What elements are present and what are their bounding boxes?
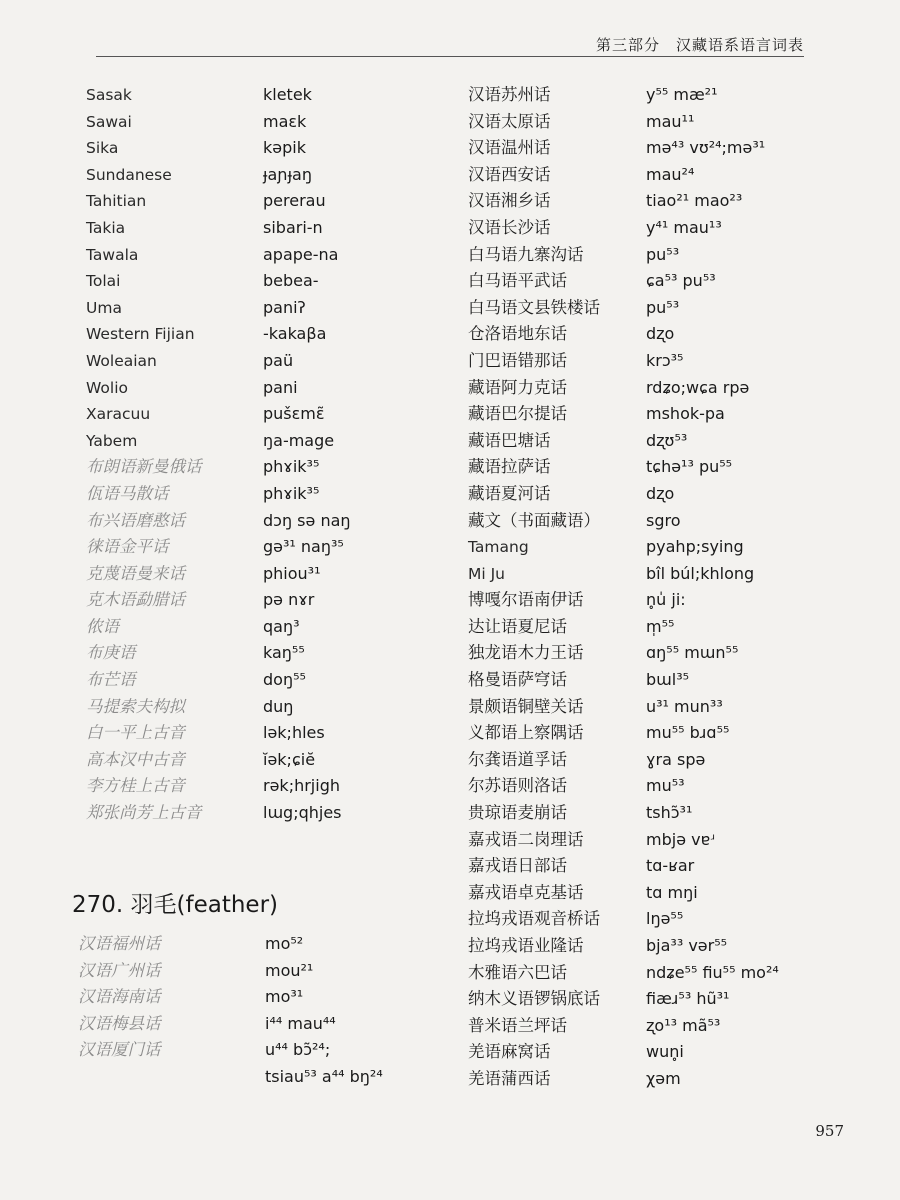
entry-row: [78, 1037, 383, 1064]
language-name: 布朗语新曼俄话: [86, 457, 202, 477]
word-form: phiou³¹: [263, 563, 321, 583]
word-form: apape-na: [263, 244, 339, 264]
word-form: mau²⁴: [646, 164, 695, 184]
entry-row: [86, 800, 351, 827]
entry-row: [468, 667, 779, 694]
word-form: pererau: [263, 191, 326, 211]
language-name: 嘉戎语卓克基话: [468, 882, 584, 902]
language-name: Uma: [86, 298, 122, 317]
left-column: [86, 82, 351, 827]
entry-row: [468, 1066, 779, 1093]
word-form: ŋa-mage: [263, 430, 335, 450]
entry-row: [468, 1039, 779, 1066]
language-name: 白马语九寨沟话: [468, 244, 584, 264]
entry-row: [468, 295, 779, 322]
entry-row: [86, 348, 351, 375]
language-name: 布庚语: [86, 643, 136, 663]
word-form: m̩⁵⁵: [646, 616, 675, 636]
language-name: 汉语温州话: [468, 138, 551, 158]
entry-row: [86, 454, 351, 481]
language-name: 嘉戎语二岗理话: [468, 829, 584, 849]
language-name: Mi Ju: [468, 564, 506, 583]
entry-row: [468, 986, 779, 1013]
entry-row: [78, 1011, 383, 1038]
entry-row: [86, 321, 351, 348]
continuation-line: tsiau⁵³ a⁴⁴ bŋ²⁴: [265, 1066, 383, 1086]
entry-row: [468, 508, 779, 535]
language-name: 李方桂上古音: [86, 776, 185, 796]
word-form: y⁵⁵ mæ²¹: [646, 85, 718, 104]
language-name: Sasak: [86, 86, 132, 104]
entry-row: [468, 800, 779, 827]
word-form: bɯl³⁵: [646, 670, 690, 690]
word-form: kaŋ⁵⁵: [263, 643, 305, 663]
language-name: 藏语巴塘话: [468, 430, 551, 450]
entry-row: [468, 215, 779, 242]
entry-row: [468, 82, 779, 109]
language-name: Tawala: [86, 245, 139, 264]
word-form: pušɛmɛ̃: [263, 404, 325, 424]
entry-row: [86, 188, 351, 215]
language-name: 白一平上古音: [86, 723, 185, 743]
word-form: tɕhə¹³ pu⁵⁵: [646, 457, 733, 477]
word-form: pyahp;sying: [646, 537, 744, 557]
word-form: mshok-pa: [646, 404, 725, 424]
word-form: tshɔ̃³¹: [646, 803, 693, 823]
entry-row: [86, 428, 351, 455]
entry-row: [468, 853, 779, 880]
language-name: Western Fijian: [86, 325, 195, 344]
entry-row: [86, 747, 351, 774]
word-form: qaŋ³: [263, 616, 300, 636]
language-name: 汉语海南话: [78, 987, 161, 1007]
word-form: u³¹ mun³³: [646, 696, 723, 716]
entry-row: [468, 561, 779, 588]
entry-row: [468, 773, 779, 800]
word-form: dʐo: [646, 324, 675, 344]
language-name: 博嘎尔语南伊话: [468, 590, 584, 610]
language-name: 拉坞戎语业隆话: [468, 936, 584, 955]
entry-row: [468, 162, 779, 189]
language-name: 汉语福州话: [78, 934, 161, 953]
word-form: pani: [263, 377, 298, 397]
entry-row: [468, 720, 779, 747]
header-rule: [96, 56, 804, 57]
entry-row: [468, 640, 779, 667]
language-name: Takia: [86, 218, 126, 237]
language-name: Tamang: [468, 538, 529, 557]
entry-row: [468, 268, 779, 295]
entry-row: [468, 348, 779, 375]
entry-row: [78, 984, 383, 1011]
entry-row: [86, 375, 351, 402]
word-form: rdʑo;wɕa rpə: [646, 377, 750, 397]
entry-row: [468, 375, 779, 402]
word-form: phɤik³⁵: [263, 483, 320, 503]
entry-row: [468, 135, 779, 162]
language-name: Tahitian: [86, 192, 147, 211]
language-name: 布兴语磨憨话: [86, 510, 185, 530]
word-form: ɑŋ⁵⁵ mɯn⁵⁵: [646, 643, 739, 663]
entry-row: [86, 534, 351, 561]
word-form: dʐo: [646, 483, 675, 503]
language-name: 格曼语萨穹话: [468, 670, 567, 690]
language-name: 徕语金平话: [86, 537, 169, 557]
entry-row: [86, 82, 351, 109]
language-name: 汉语梅县话: [78, 1013, 161, 1033]
word-form: mou²¹: [265, 960, 314, 980]
language-name: 马提索夫构拟: [86, 696, 185, 716]
word-form: tiao²¹ mao²³: [646, 191, 743, 211]
word-form: ɣra spə: [646, 749, 706, 769]
entry-row: [86, 561, 351, 588]
entry-row: [86, 614, 351, 641]
language-name: 尔苏语则洛话: [468, 776, 567, 796]
word-form: ĭək;ɕiĕ: [263, 749, 316, 769]
entry-row: [468, 454, 779, 481]
entry-row: [468, 933, 779, 960]
language-name: 汉语广州话: [78, 960, 161, 980]
language-name: 独龙语木力王话: [468, 643, 584, 663]
word-form: mau¹¹: [646, 111, 695, 131]
language-name: 白马语平武话: [468, 271, 567, 291]
language-name: 拉坞戎语观音桥话: [468, 909, 600, 929]
word-form: tɑ mŋi: [646, 882, 698, 902]
language-name: 克木语勐腊话: [86, 590, 185, 610]
language-name: 藏语阿力克话: [468, 377, 567, 397]
word-form: mə⁴³ vʊ²⁴;mə³¹: [646, 138, 766, 158]
entry-row: [86, 694, 351, 721]
entry-row: [86, 135, 351, 162]
entry-row: [468, 188, 779, 215]
word-form: doŋ⁵⁵: [263, 670, 306, 690]
right-column: [468, 82, 779, 1093]
word-form: i⁴⁴ mau⁴⁴: [265, 1013, 336, 1033]
word-form: -kakaβa: [263, 324, 327, 344]
language-name: Yabem: [86, 431, 138, 450]
word-form: n̥u̍ ji:: [646, 590, 686, 610]
entry-row: [86, 720, 351, 747]
section-title: 270. 羽毛(feather): [72, 892, 279, 918]
language-name: Tolai: [86, 272, 121, 291]
language-name: 藏语夏河话: [468, 483, 551, 503]
entry-row: [468, 534, 779, 561]
language-name: 羌语麻窝话: [468, 1042, 551, 1062]
word-form: lək;hles: [263, 723, 325, 743]
entry-row: [468, 614, 779, 641]
running-head: 第三部分 汉藏语系语言词表: [595, 36, 804, 54]
language-name: Sika: [86, 139, 119, 158]
entry-row: [468, 827, 779, 854]
entry-row: [468, 242, 779, 269]
entry-row: [468, 694, 779, 721]
language-name: 高本汉中古音: [86, 749, 185, 769]
language-name: 嘉戎语日部话: [468, 856, 567, 876]
word-form: gə³¹ naŋ³⁵: [263, 537, 344, 557]
language-name: Xaracuu: [86, 405, 151, 424]
entry-row: [86, 508, 351, 535]
language-name: 义都语上察隅话: [468, 723, 584, 743]
entry-row: [468, 481, 779, 508]
language-name: 门巴语错那话: [468, 350, 567, 370]
entry-row: [86, 109, 351, 136]
word-form: duŋ: [263, 696, 294, 716]
word-form: χəm: [646, 1068, 681, 1088]
word-form: dɔŋ sə naŋ: [263, 510, 351, 530]
entry-row: [78, 958, 383, 985]
word-form: sgro: [646, 510, 681, 530]
word-form: maɛk: [263, 111, 307, 131]
language-name: Sundanese: [86, 165, 172, 184]
word-form: lŋə⁵⁵: [646, 909, 684, 929]
language-name: 普米语兰坪话: [468, 1015, 567, 1035]
language-name: 羌语蒲西话: [468, 1068, 551, 1088]
word-form: pə nɤr: [263, 590, 315, 610]
word-form: ɕa⁵³ pu⁵³: [646, 271, 716, 291]
entry-row: [86, 215, 351, 242]
feather-entries: [78, 931, 383, 1091]
entry-row: [78, 931, 383, 958]
word-form: ʐo¹³ mã⁵³: [646, 1015, 721, 1035]
language-name: 布芒语: [86, 670, 136, 690]
entry-row: [468, 587, 779, 614]
word-form: bja³³ vər⁵⁵: [646, 936, 728, 955]
word-form: ndʑe⁵⁵ fiu⁵⁵ mo²⁴: [646, 962, 779, 982]
entry-row: [86, 162, 351, 189]
word-form: u⁴⁴ bɔ̃²⁴;: [265, 1040, 331, 1060]
entry-row: [468, 906, 779, 933]
language-name: 汉语长沙话: [468, 217, 551, 237]
entry-row: [468, 1013, 779, 1040]
entry-row: [86, 401, 351, 428]
word-form: y⁴¹ mau¹³: [646, 217, 722, 237]
entry-row: [86, 481, 351, 508]
word-form: pu⁵³: [646, 297, 680, 317]
entry-row: [86, 667, 351, 694]
language-name: 汉语苏州话: [468, 85, 551, 104]
word-form: lɯg;qhjes: [263, 803, 342, 823]
language-name: 藏语拉萨话: [468, 457, 551, 477]
language-name: 汉语太原话: [468, 111, 551, 131]
language-name: 尔龚语道孚话: [468, 749, 567, 769]
language-name: 郑张尚芳上古音: [86, 803, 202, 823]
entry-row: [86, 640, 351, 667]
page-number: 957: [815, 1122, 844, 1140]
language-name: 佤语马散话: [86, 483, 169, 503]
word-form: phɤik³⁵: [263, 457, 320, 477]
language-name: 景颇语铜壁关话: [468, 696, 584, 716]
language-name: Woleaian: [86, 351, 157, 370]
entry-row: [468, 401, 779, 428]
word-form: bebea-: [263, 271, 319, 291]
entry-row: [468, 321, 779, 348]
language-name: 侬语: [86, 616, 119, 636]
word-form: fiæɹ⁵³ hũ³¹: [646, 989, 730, 1009]
entry-row: [86, 295, 351, 322]
word-form: krɔ³⁵: [646, 350, 684, 370]
word-form: dʐʊ⁵³: [646, 430, 688, 450]
entry-row: [86, 587, 351, 614]
entry-row: [86, 268, 351, 295]
word-form: mu⁵⁵ bɹɑ⁵⁵: [646, 723, 730, 743]
language-name: 汉语厦门话: [78, 1040, 161, 1060]
word-form: paü: [263, 350, 294, 370]
entry-row: [468, 747, 779, 774]
word-form: pu⁵³: [646, 244, 680, 264]
word-form: wun̥i: [646, 1042, 684, 1062]
word-form: bîl búl;khlong: [646, 563, 755, 583]
word-form: rək;hrjigh: [263, 776, 340, 796]
language-name: Sawai: [86, 112, 132, 131]
entry-row: [86, 242, 351, 269]
entry-row: [468, 880, 779, 907]
word-form: tɑ-ʁar: [646, 856, 695, 876]
word-form: sibari-n: [263, 217, 323, 237]
language-name: 藏文（书面藏语）: [468, 510, 600, 530]
language-name: 白马语文县铁楼话: [468, 297, 600, 317]
entry-row: [468, 428, 779, 455]
word-form: paniʔ: [263, 297, 306, 317]
language-name: 汉语湘乡话: [468, 191, 551, 211]
language-name: 克蔑语曼来话: [86, 563, 185, 583]
entry-row: [468, 960, 779, 987]
language-name: 达让语夏尼话: [468, 616, 567, 636]
word-form: mbjə vɐʴ: [646, 829, 715, 849]
language-name: 藏语巴尔提话: [468, 404, 567, 424]
language-name: 贵琼语麦崩话: [468, 803, 567, 823]
word-form: kəpik: [263, 138, 306, 158]
language-name: 仓洛语地东话: [468, 324, 567, 344]
entry-row: [86, 773, 351, 800]
word-form: mu⁵³: [646, 776, 685, 796]
word-form: mo³¹: [265, 987, 304, 1007]
language-name: 木雅语六巴话: [468, 962, 567, 982]
word-form: mo⁵²: [265, 934, 304, 953]
word-form: ɟaɲɟaŋ: [263, 164, 312, 184]
word-form: kletek: [263, 85, 312, 104]
language-name: Wolio: [86, 378, 128, 397]
language-name: 纳木义语锣锅底话: [468, 989, 600, 1009]
entry-row: [468, 109, 779, 136]
language-name: 汉语西安话: [468, 164, 551, 184]
